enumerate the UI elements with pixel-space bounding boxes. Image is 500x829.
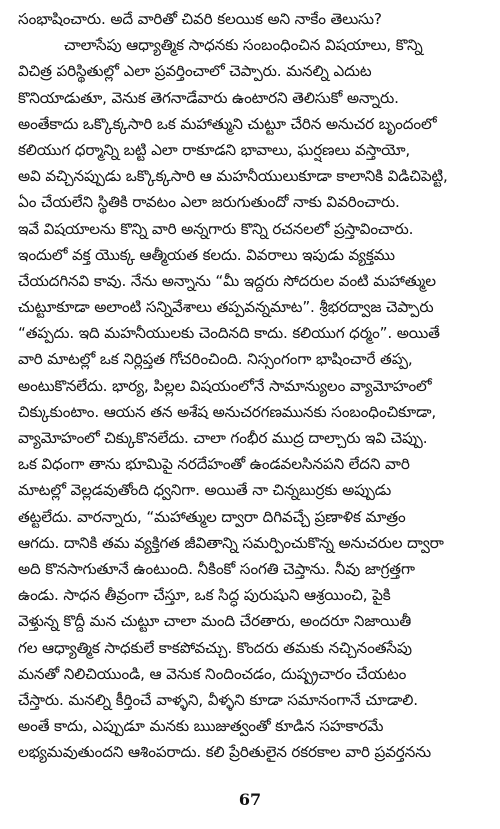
- text-line: ఇందులో వక్త యొక్క ఆత్మీయత కలదు. వివరాలు ఇపుడు వ్యక్తము: [18, 245, 395, 264]
- text-line: చిక్కుకుంటాం. ఆయన తన అశేష అనుచరగణమునకు సంబంధించికూడా,: [18, 402, 437, 421]
- text-line: తట్టలేదు. వారన్నారు, “మహాత్ముల ద్వారా దిగివచ్చే ప్రణాళిక మాత్రం: [18, 507, 406, 526]
- text-line: అది కొనసాగుతూనే ఉంటుంది. నీకింకో సంగతి చెప్తాను. నీవు జాగ్రత్తగా: [18, 559, 415, 578]
- text-line: అవి వచ్చినప్పుడు ఒక్కొక్కసారి ఆ మహనీయులుకూడా కాలానికి విడిచిపెట్టి,: [18, 167, 448, 186]
- text-line: కొనియాడుతూ, వెనుక తెగనాడేవారు ఉంటారని తెలిసుకో అన్నారు.: [18, 88, 399, 107]
- text-line: అంతేకాదు ఒక్కొక్కసారి ఒక మహాత్ముని చుట్టూ చేరిన అనుచర బృందంలో: [18, 114, 437, 133]
- page-body: [18, 6, 484, 765]
- text-line: ఒక విధంగా తాను భూమిపై నరదేహంతో ఉండవలసినపని లేదని వారి: [18, 455, 410, 474]
- text-line: ఇవే విషయాలను కొన్ని వారి అన్నగారు కొన్ని రచనలలో ప్రస్తావించారు.: [18, 219, 414, 238]
- text-line: “తప్పదు. ఇది మహనీయులకు చెందినది కాదు. కలియుగ ధర్మం”. అయితే: [18, 324, 440, 343]
- text-line: వ్యామోహంలో చిక్కుకొనలేదు. చాలా గంభీర ముద్ర దాల్చారు ఇవి చెప్పు.: [18, 429, 428, 447]
- text-line: లభ్యమవుతుందని ఆశింపరాదు. కలి ప్రేరితులైన రకరకాల వారి ప్రవర్తనను: [18, 743, 431, 762]
- text-line: సంభాషించారు. అదే వారితో చివరి కలయిక అని నాకేం తెలుసు?: [18, 10, 382, 28]
- text-line: అంతే కాదు, ఎప్పుడూ మనకు ఋజుత్వంతో కూడిన సహకారమే: [18, 717, 384, 736]
- text-line: విచిత్ర పరిస్థితుల్లో ఎలా ప్రవర్తించాలో చెప్పారు. మనల్ని ఎదుట: [18, 62, 372, 81]
- text-line: అంటుకొనలేదు. భార్య, పిల్లల విషయంలోనే సామాన్యులం వ్యామోహంలో: [18, 376, 432, 395]
- text-line: కలియుగ ధర్మాన్ని బట్టి ఎలా రాకూడని భావాలు, ఘర్షణలు వస్తాయో,: [18, 140, 411, 159]
- text-line: మనతో నిలిచియుండి, ఆ వెనుక నిందించడం, దుష్ప్రచారం చేయటం: [18, 664, 407, 683]
- text-line: చేస్తారు. మనల్ని కీర్తించే వాళ్ళని, వీళ్ళని కూడా సమానంగానే చూడాలి.: [18, 690, 418, 709]
- text-line: చేయదగినవి కావు. నేను అన్నాను “మీ ఇద్దరు సోదరుల వంటి మహాత్ముల: [18, 271, 436, 290]
- text-line: ఉండు. సాధన తీవ్రంగా చేస్తూ, ఒక సిద్ధ పురుషుని ఆశ్రయించి, పైకి: [18, 586, 391, 605]
- text-line: చుట్టూకూడా అలాంటి సన్నివేశాలు తప్పవన్నమాట”. శ్రీభరద్వాజ చెప్పారు: [18, 298, 434, 317]
- text-line: వారి మాటల్లో ఒక నిర్లిప్తత గోచరించింది. నిస్సంగంగా భాషించారే తప్ప,: [18, 350, 413, 369]
- text-line: ఏం చేయలేని స్థితికి రావటం ఎలా జరుగుతుందో నాకు వివరించారు.: [18, 193, 400, 212]
- text-line: వెళ్తున్న కొద్దీ మన చుట్టూ చాలా మంది చేరతారు, అందరూ నిజాయితీ: [18, 612, 412, 631]
- text-line: గల ఆధ్యాత్మిక సాధకులే కాకపోవచ్చు. కొందరు తమకు నచ్చినంతసేపు: [18, 638, 412, 657]
- text-line: మాటల్లో వెల్లడవుతోంది ధ్వనిగా. అయితే నా చిన్నబుర్రకు అప్పుడు: [18, 481, 392, 500]
- text-line: ఆగదు. దానికి తమ వ్యక్తిగత జీవితాన్ని సమర్పించుకొన్న అనుచరుల ద్వారా: [18, 533, 444, 552]
- page-number: 67: [238, 790, 262, 809]
- paragraph-first-line: చాలాసేపు ఆధ్యాత్మిక సాధనకు సంబంధించిన విషయాలు, కొన్ని: [64, 36, 423, 55]
